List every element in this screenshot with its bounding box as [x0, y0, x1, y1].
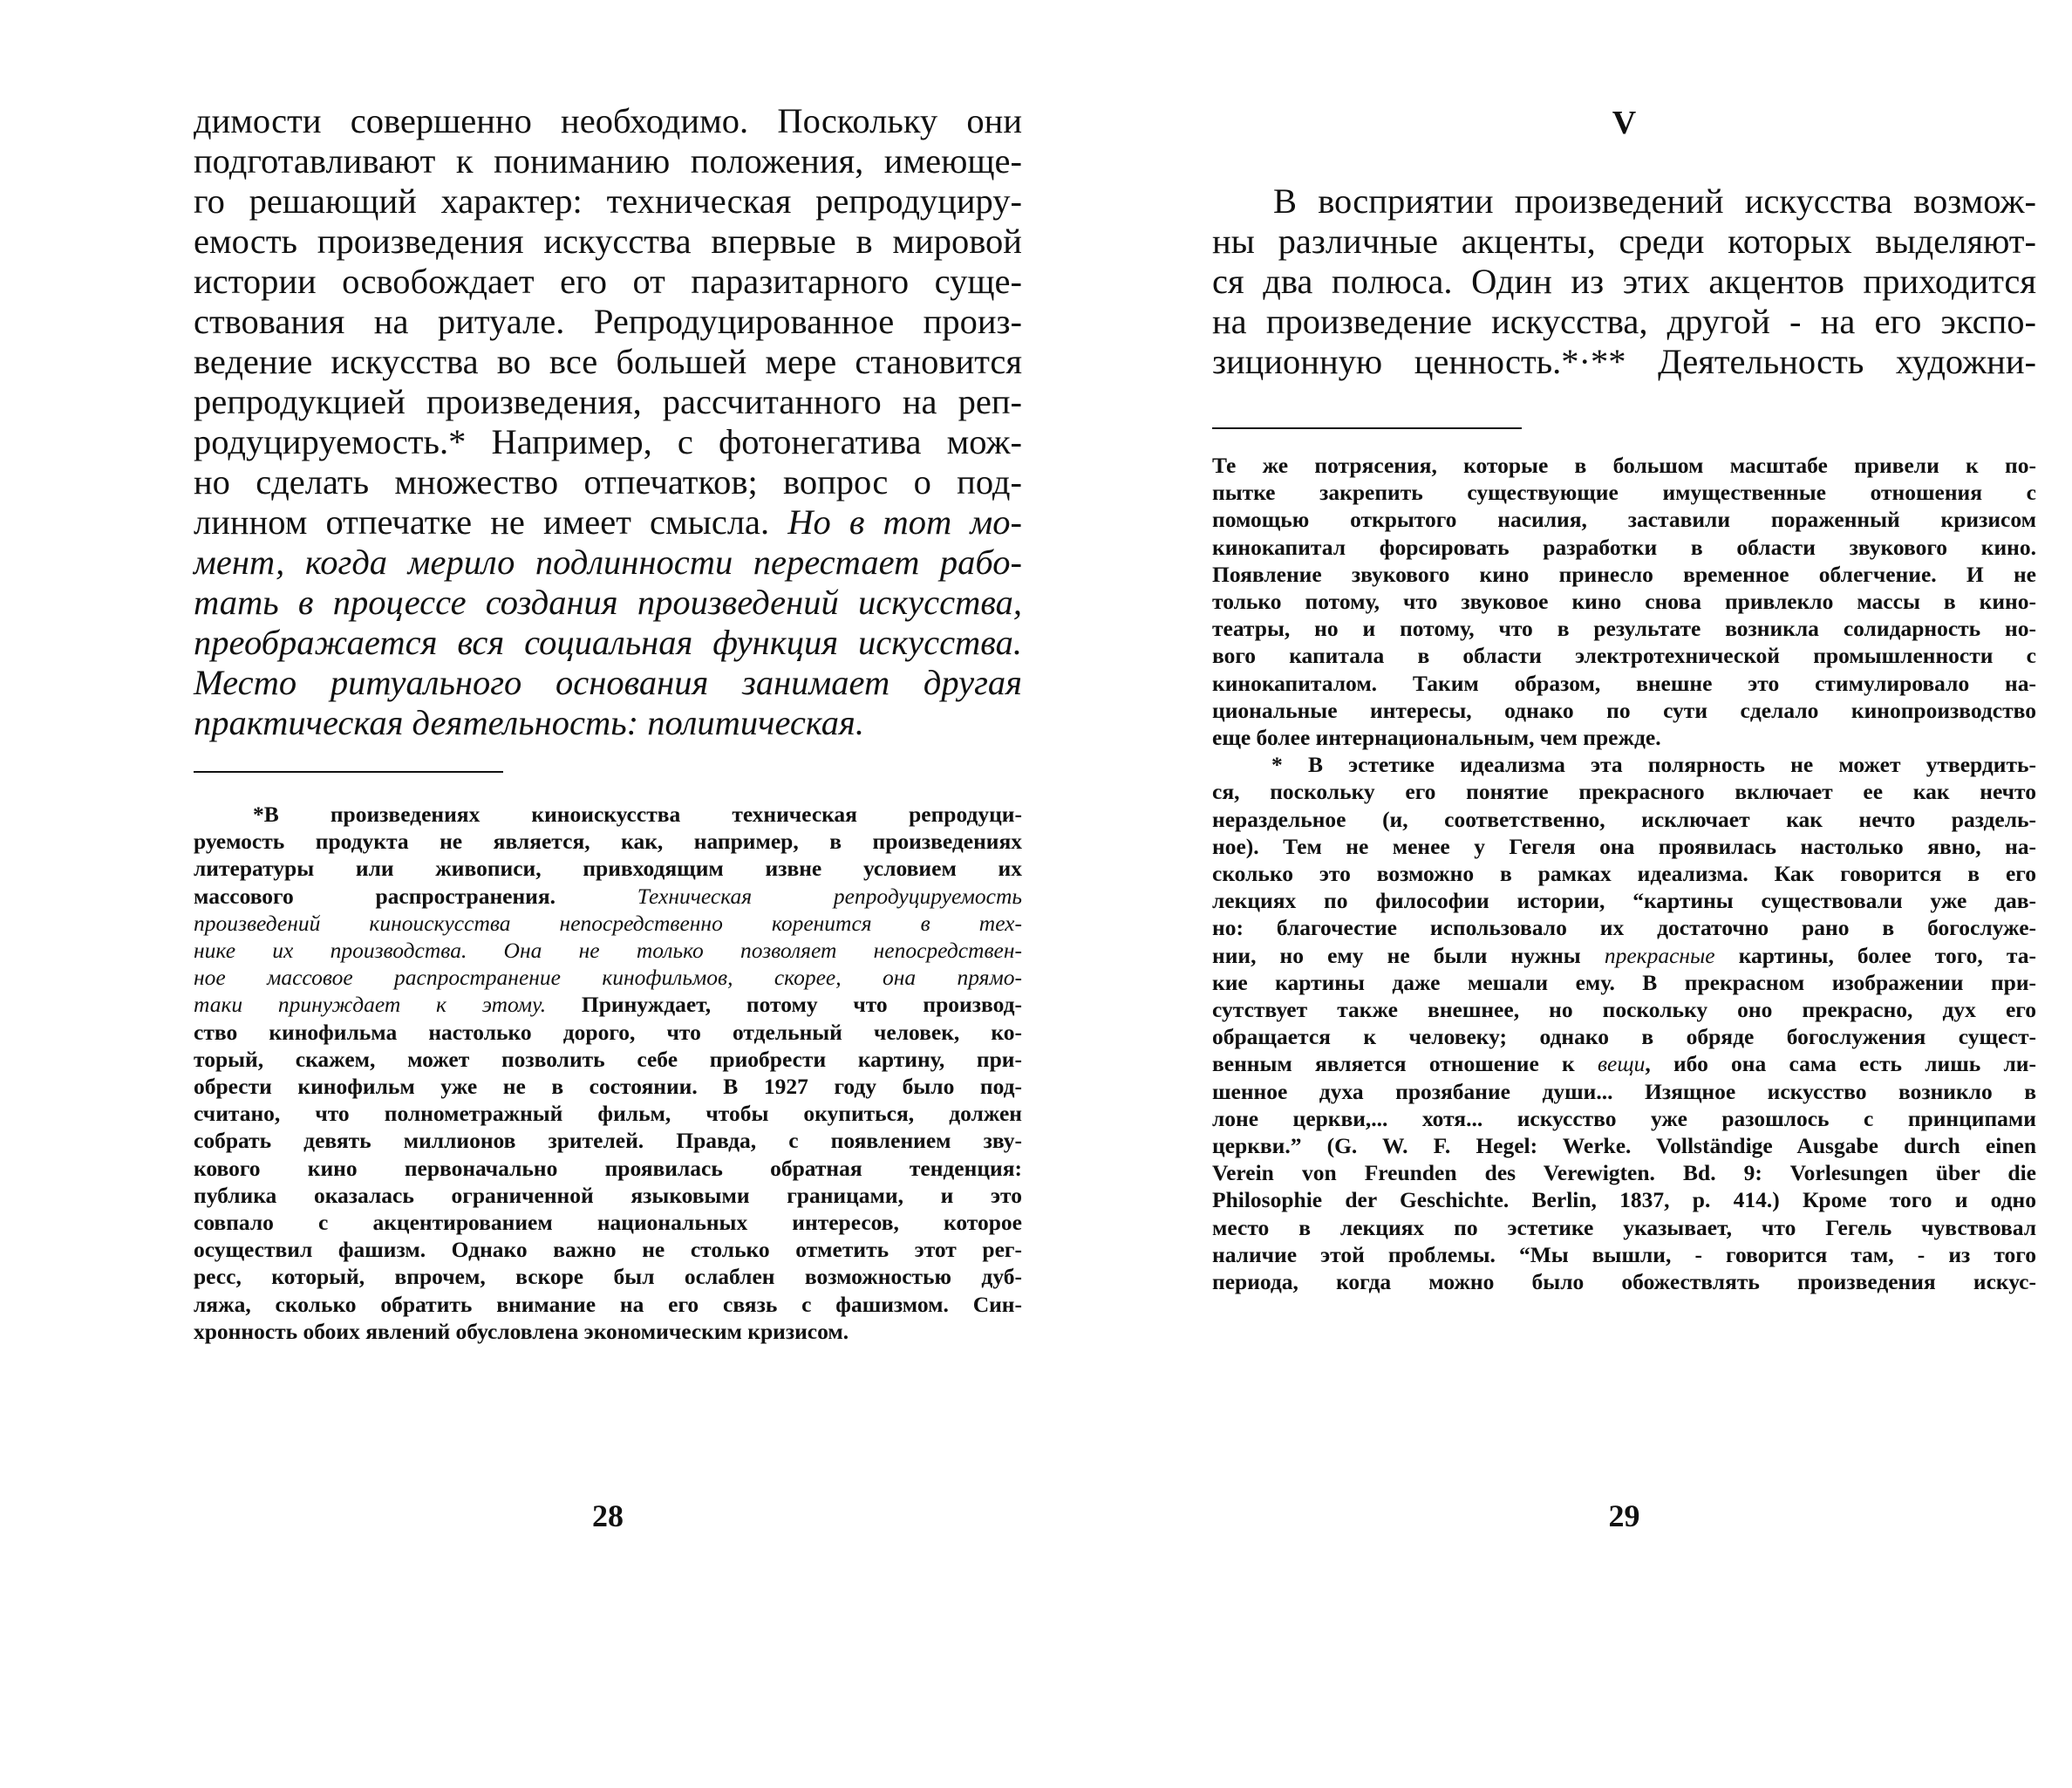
right-footnote-line	[1212, 833, 2036, 860]
left-main-line	[194, 302, 1022, 342]
line-text: мент, когда мерило подлинности перестает рабо-	[194, 543, 1022, 582]
right-footnote-line	[1212, 670, 2036, 697]
line-text: на произведение искусства, другой - на его экспо-	[1212, 302, 2036, 341]
left-main-line	[194, 342, 1022, 382]
line-text: ся два полюса. Один из этих акцентов приходится	[1212, 262, 2036, 301]
left-footnote-line	[194, 1155, 1022, 1182]
line-text: циональные интересы, однако по сути сделало кинопроизводство	[1212, 697, 2036, 723]
right-footnote-line	[1212, 697, 2036, 724]
line-text: произведений киноискусства непосредственно коренится в тех-	[194, 910, 1022, 936]
line-text: массового распространения.	[194, 883, 556, 909]
left-page-number: 28	[592, 1498, 624, 1533]
right-footnote-line	[1212, 1186, 2036, 1213]
right-footnote-line	[1212, 751, 2036, 778]
right-footnote-line	[1212, 1078, 2036, 1105]
line-text: литературы или живописи, привходящим извне условием их	[194, 856, 1022, 882]
left-footnote-line	[194, 937, 1022, 964]
line-text: совпало с акцентированием национальных интересов, которое	[194, 1210, 1022, 1236]
line-text: хронность обоих явлений обусловлена экономическим кризисом.	[194, 1318, 849, 1344]
line-text: В восприятии произведений искусства возмож-	[1273, 181, 2036, 221]
right-footnote-line	[1212, 806, 2036, 833]
line-text: таки принуждает к этому.	[194, 992, 547, 1018]
line-text: нии, но ему не были нужны	[1212, 942, 1581, 968]
line-text: наличие этой проблемы. “Мы вышли, - говорится там, - из того	[1212, 1241, 2036, 1267]
line-text: ся, поскольку его понятие прекрасного включает ее как нечто	[1212, 779, 2036, 805]
left-footnote-line	[194, 1182, 1022, 1209]
line-text: тать в процессе создания произведений искусства,	[194, 583, 1022, 622]
line-text: ресс, который, впрочем, вскоре был ослаблен возможностью дуб-	[194, 1264, 1022, 1290]
left-main-line	[194, 101, 1022, 141]
line-text: зиционную ценность.*·** Деятельность художни-	[1212, 342, 2036, 381]
line-text: ны различные акценты, среди которых выделяют-	[1212, 222, 2036, 261]
right-main-line	[1212, 342, 2036, 382]
left-footnote-line	[194, 883, 1022, 910]
right-footnote-line	[1212, 452, 2036, 479]
line-text: собрать девять миллионов зрителей. Правда, с появлением зву-	[194, 1128, 1022, 1154]
right-footnote-line	[1212, 1159, 2036, 1186]
left-main-line	[194, 543, 1022, 583]
line-text: сутствует также внешнее, но поскольку оно прекрасно, дух его	[1212, 997, 2036, 1023]
line-text: только потому, что звуковое кино снова привлекло массы в кино-	[1212, 589, 2036, 615]
left-footnote-line	[194, 1100, 1022, 1127]
right-footnote-line	[1212, 778, 2036, 805]
right-footnote-line	[1212, 1023, 2036, 1050]
left-footnote-line	[194, 1291, 1022, 1318]
right-main-line	[1212, 222, 2036, 262]
line-text: кинокапитал форсировать разработки в области звукового кино.	[1212, 534, 2036, 560]
left-footnote-line	[194, 910, 1022, 937]
right-footnote-line	[1212, 1268, 2036, 1295]
line-text: подготавливают к пониманию положения, имеюще-	[194, 141, 1022, 181]
right-footnote-line	[1212, 615, 2036, 642]
line-text: преображается вся социальная функция искусства.	[194, 623, 1022, 662]
left-footnote-line	[194, 1073, 1022, 1100]
right-footnote-line	[1212, 588, 2036, 615]
line-text: вого капитала в области электротехнической промышленности с	[1212, 643, 2036, 669]
line-text: шенное духа прозябание души... Изящное искусство возникло в	[1212, 1078, 2036, 1104]
right-footnote-line	[1212, 887, 2036, 914]
line-text: Philosophie der Geschichte. Berlin, 1837, p. 414.) Кроме того и одно	[1212, 1187, 2036, 1213]
left-footnote-line	[194, 964, 1022, 991]
line-text: родуцируемость.* Например, с фотонегатива мож-	[194, 422, 1022, 461]
left-footnote-line	[194, 1019, 1022, 1046]
line-text: нике их производства. Она не только позволяет непосредствен-	[194, 938, 1022, 964]
right-footnote-line	[1212, 506, 2036, 533]
left-footnote-line	[194, 991, 1022, 1018]
line-text: кие картины даже мешали ему. В прекрасном изображении при-	[1212, 969, 2036, 995]
left-main-line	[194, 462, 1022, 502]
line-text: венным является отношение к	[1212, 1051, 1575, 1077]
line-text: место в лекциях по эстетике указывает, что Гегель чувствовал	[1212, 1214, 2036, 1240]
left-footnote-rule	[194, 771, 503, 773]
line-text: димости совершенно необходимо. Поскольку они	[194, 101, 1022, 140]
right-footnote-rule	[1212, 427, 1522, 429]
left-main-line	[194, 422, 1022, 462]
line-text: ведение искусства во все большей мере становится	[194, 342, 1022, 381]
line-text-plain: , ибо она сама есть лишь ли-	[1645, 1051, 2036, 1077]
line-text: Появление звукового кино принесло временное облегчение. И не	[1212, 561, 2036, 587]
left-main-line	[194, 703, 1022, 743]
right-footnote-line	[1212, 860, 2036, 887]
line-text: помощью открытого насилия, заставили пораженный кризисом	[1212, 507, 2036, 533]
right-footnote-line	[1212, 561, 2036, 588]
right-main-text	[1212, 181, 2036, 382]
right-footnote-line	[1212, 1241, 2036, 1268]
line-text: церкви.” (G. W. F. Hegel: Werke. Vollständige Ausgabe durch einen	[1212, 1133, 2036, 1159]
right-footnote-line	[1212, 1050, 2036, 1077]
line-text-italic: Но в тот мо-	[769, 502, 1022, 542]
right-footnote-line	[1212, 1132, 2036, 1159]
right-footnote-line	[1212, 724, 2036, 751]
line-text: театры, но и потому, что в результате возникла солидарность но-	[1212, 616, 2036, 642]
line-text: сколько это возможно в рамках идеализма. Как говорится в его	[1212, 861, 2036, 887]
left-footnote-line	[194, 855, 1022, 882]
line-text: ное). Тем не менее у Гегеля она проявилась настолько явно, на-	[1212, 833, 2036, 859]
left-footnote-line	[194, 1127, 1022, 1154]
line-text: торый, скажем, может позволить себе приобрести картину, при-	[194, 1046, 1022, 1072]
left-main-line	[194, 262, 1022, 302]
line-text: ство кинофильма настолько дорого, что отдельный человек, ко-	[194, 1019, 1022, 1045]
line-text: ствования на ритуале. Репродуцированное произ-	[194, 302, 1022, 341]
right-footnote-line	[1212, 1214, 2036, 1241]
left-footnote-line	[194, 1263, 1022, 1290]
line-text: емость произведения искусства впервые в мировой	[194, 222, 1022, 261]
right-footnote-line	[1212, 1105, 2036, 1132]
left-main-line	[194, 181, 1022, 222]
line-text: нераздельное (и, соответственно, исключает как нечто раздель-	[1212, 806, 2036, 832]
left-main-line	[194, 502, 1022, 543]
right-footnote-line	[1212, 969, 2036, 996]
line-text: кинокапиталом. Таким образом, внешне это стимулировало на-	[1212, 670, 2036, 696]
line-text: практическая деятельность: политическая.	[194, 703, 865, 742]
line-text: считано, что полнометражный фильм, чтобы окупиться, должен	[194, 1101, 1022, 1127]
right-main-line	[1212, 302, 2036, 342]
left-footnote-line	[194, 801, 1022, 828]
section-title: V	[1612, 105, 1637, 141]
left-footnote-line	[194, 1209, 1022, 1236]
left-main-line	[194, 222, 1022, 262]
left-main-line	[194, 141, 1022, 181]
line-text-italic: прекрасные	[1580, 942, 1715, 968]
right-main-line	[1212, 181, 2036, 222]
line-text: лекциях по философии истории, “картины существовали уже дав-	[1212, 888, 2036, 914]
left-footnote-line	[194, 828, 1022, 855]
line-text: обращается к человеку; однако в обряде богослужения сущест-	[1212, 1024, 2036, 1050]
right-footnote-line	[1212, 534, 2036, 561]
line-text: кового кино первоначально проявилась обратная тенденция:	[194, 1155, 1022, 1181]
left-main-line	[194, 382, 1022, 422]
line-text: осуществил фашизм. Однако важно не столько отметить этот рег-	[194, 1237, 1022, 1263]
line-text: пытке закрепить существующие имущественные отношения с	[1212, 480, 2036, 506]
line-text: репродукцией произведения, рассчитанного на реп-	[194, 382, 1022, 421]
right-footnote	[1212, 452, 2036, 1295]
line-text: но сделать множество отпечатков; вопрос о под-	[194, 462, 1022, 502]
right-footnote-line	[1212, 996, 2036, 1023]
line-text: истории освобождает его от паразитарного суще-	[194, 262, 1022, 301]
line-text: публика оказалась ограниченной языковыми границами, и это	[194, 1182, 1022, 1208]
line-text-plain: Принуждает, потому что производ-	[546, 992, 1022, 1018]
right-page-number: 29	[1608, 1498, 1640, 1533]
line-text: ное массовое распространение кинофильмов, скорее, она прямо-	[194, 965, 1022, 991]
line-text: обрести кинофильм уже не в состоянии. В 1927 году было под-	[194, 1074, 1022, 1100]
right-footnote-line	[1212, 642, 2036, 669]
left-footnote-line	[194, 1236, 1022, 1263]
line-text: руемость продукта не является, как, например, в произведениях	[194, 829, 1022, 855]
left-main-line	[194, 583, 1022, 623]
line-text: периода, когда можно было обожествлять произведения искус-	[1212, 1269, 2036, 1295]
line-text: линном отпечатке не имеет смысла.	[194, 502, 770, 542]
left-footnote-line	[194, 1046, 1022, 1073]
right-footnote-line	[1212, 914, 2036, 941]
line-text: еще более интернациональным, чем прежде.	[1212, 725, 1661, 751]
line-text: Место ритуального основания занимает другая	[194, 663, 1022, 702]
right-main-line	[1212, 262, 2036, 302]
left-main-line	[194, 623, 1022, 663]
line-text-italic: вещи	[1574, 1051, 1646, 1077]
left-main-text	[194, 101, 1022, 743]
left-footnote-line	[194, 1318, 1022, 1345]
line-text: но: благочестие использовало их достаточно рано в богослуже-	[1212, 915, 2036, 941]
line-text: * В эстетике идеализма эта полярность не может утвердить-	[1271, 752, 2036, 778]
line-text: лоне церкви,... хотя... искусство уже разошлось с принципами	[1212, 1105, 2036, 1131]
line-text: ляжа, сколько обратить внимание на его связь с фашизмом. Син-	[194, 1291, 1022, 1317]
line-text-plain: картины, более того, та-	[1714, 942, 2036, 968]
line-text: *В произведениях киноискусства техническая репродуци-	[253, 802, 1022, 827]
line-text: го решающий характер: техническая репродуциру-	[194, 181, 1022, 221]
right-footnote-line	[1212, 479, 2036, 506]
line-text: Те же потрясения, которые в большом масштабе привели к по-	[1212, 453, 2036, 478]
left-main-line	[194, 663, 1022, 703]
left-footnote	[194, 801, 1022, 1345]
line-text: Verein von Freunden des Verewigten. Bd. 9: Vorlesungen über die	[1212, 1160, 2036, 1186]
line-text-italic: Техническая репродуцируемость	[555, 883, 1023, 909]
right-footnote-line	[1212, 942, 2036, 969]
